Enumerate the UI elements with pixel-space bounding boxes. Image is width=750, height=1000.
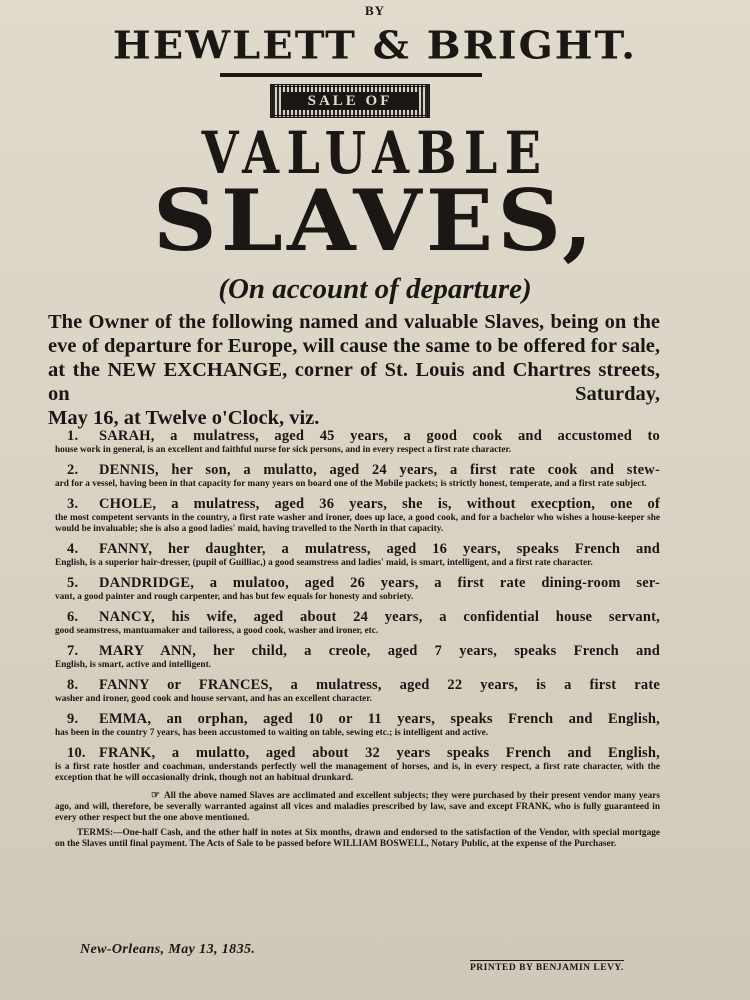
item-description: English, is a superior hair-dresser, (pupil of Guilliac,) a good seamstress and ladies' maid, is smart, intelligent, and a first rate character.	[55, 558, 593, 568]
warranty-text: All the above named Slaves are acclimated and excellent subjects; they were purchased by their present vendor many years ago, and will, therefore, be severally warranted against all vices and maladies prescribed by law, save and except FRANK, who is fully guaranteed in every other respect but the one above mentioned.	[55, 791, 660, 823]
item-number: 7.	[67, 643, 79, 659]
item-description: the most competent servants in the country, a first rate washer and ironer, does up lace, a good cook, and for a bachelor who wishes a house-keeper she would be invaluable; she is also a good ladies' maid, having travelled to the North in that capacity.	[55, 513, 660, 534]
item-heading	[55, 462, 660, 479]
item-number: 1.	[67, 428, 79, 444]
item-title: NANCY, his wife, aged about 24 years, a confidential house servant,	[99, 609, 660, 625]
warranty-note	[55, 790, 660, 824]
sale-of-banner	[270, 84, 430, 118]
item-description: ard for a vessel, having been in that capacity for many years on board one of the Mobile packets; is strictly honest, temperate, and a first rate subject.	[55, 479, 647, 489]
item-heading	[55, 609, 660, 626]
item-number: 2.	[67, 462, 79, 478]
place-date: New-Orleans, May 13, 1835.	[80, 942, 256, 957]
list-item	[55, 462, 660, 490]
item-number: 6.	[67, 609, 79, 625]
list-item	[55, 745, 660, 784]
item-number: 5.	[67, 575, 79, 591]
item-title: MARY ANN, her child, a creole, aged 7 years, speaks French and	[99, 643, 660, 659]
intro-last-line: May 16, at Twelve o'Clock, viz.	[48, 407, 320, 429]
item-title: FANNY or FRANCES, a mulatress, aged 22 years, is a first rate	[99, 677, 660, 693]
item-heading	[55, 428, 660, 445]
item-description: English, is smart, active and intelligent.	[55, 660, 211, 670]
list-item	[55, 677, 660, 705]
item-heading	[55, 496, 660, 513]
list-item	[55, 541, 660, 569]
list-item	[55, 496, 660, 535]
printer-credit: PRINTED BY BENJAMIN LEVY.	[470, 960, 624, 973]
firm-name: HEWLETT & BRIGHT.	[112, 23, 638, 68]
intro-paragraph: The Owner of the following named and valuable Slaves, being on the eve of departure for Europe, will cause the same to be offered for sale, at the NEW EXCHANGE, corner of St. Louis and Chartres streets, on Saturday,	[48, 311, 660, 405]
item-heading	[55, 745, 660, 762]
item-number: 8.	[67, 677, 79, 693]
item-description: washer and ironer, good cook and house servant, and has an excellent character.	[55, 694, 372, 704]
item-number: 3.	[67, 496, 79, 512]
item-heading	[55, 541, 660, 558]
list-item	[55, 643, 660, 671]
terms-paragraph: TERMS:—One-half Cash, and the other half in notes at Six months, drawn and endorsed to the satisfaction of the Vendor, with special mortgage on the Slaves until final payment. The Acts of Sale to be passed before WILLIAM BOSWELL, Notary Public, at the expense of the Purchaser.	[55, 828, 660, 849]
item-description: vant, a good painter and rough carpenter, and has but few equals for honesty and sobriety.	[55, 592, 414, 602]
item-description: has been in the country 7 years, has been accustomed to waiting on table, sewing etc.; is intelligent and active.	[55, 728, 489, 738]
item-description: house work in general, is an excellent and faithful nurse for sick persons, and in every respect a first rate character.	[55, 445, 512, 455]
item-title: SARAH, a mulatress, aged 45 years, a good cook and accustomed to	[99, 428, 660, 444]
item-number: 4.	[67, 541, 79, 557]
item-title: DENNIS, her son, a mulatto, aged 24 years, a first rate cook and stew-	[99, 462, 660, 478]
item-title: CHOLE, a mulatress, aged 36 years, she is, without execption, one of	[99, 496, 660, 512]
sale-of-label: SALE OF	[281, 92, 419, 110]
item-title: FRANK, a mulatto, aged about 32 years speaks French and English,	[99, 745, 660, 761]
item-title: DANDRIDGE, a mulatoo, aged 26 years, a first rate dining-room ser-	[99, 575, 660, 591]
item-title: EMMA, an orphan, aged 10 or 11 years, speaks French and English,	[99, 711, 660, 727]
item-heading	[55, 575, 660, 592]
item-list	[55, 428, 660, 850]
divider-rule	[220, 73, 482, 77]
list-item	[55, 711, 660, 739]
item-number: 9.	[67, 711, 79, 727]
pointing-hand-icon: ☞	[151, 790, 160, 801]
item-heading	[55, 711, 660, 728]
main-heading: SLAVES,	[152, 171, 598, 270]
item-description: is a first rate hostler and coachman, understands perfectly well the management of horses, and is, in every respect, a first rate character, with the exception that he will occasionally drink, though not an habitual drunkard.	[55, 762, 660, 783]
valuable-heading: VALUABLE	[201, 119, 549, 187]
item-heading	[55, 643, 660, 660]
subtitle: (On account of departure)	[218, 273, 532, 305]
item-number: 10.	[67, 745, 86, 761]
list-item	[55, 609, 660, 637]
item-heading	[55, 677, 660, 694]
item-description: good seamstress, mantuamaker and tailoress, a good cook, washer and ironer, etc.	[55, 626, 379, 636]
item-title: FANNY, her daughter, a mulatress, aged 16 years, speaks French and	[99, 541, 660, 557]
list-item	[55, 428, 660, 456]
list-item	[55, 575, 660, 603]
by-line: BY	[364, 3, 386, 18]
